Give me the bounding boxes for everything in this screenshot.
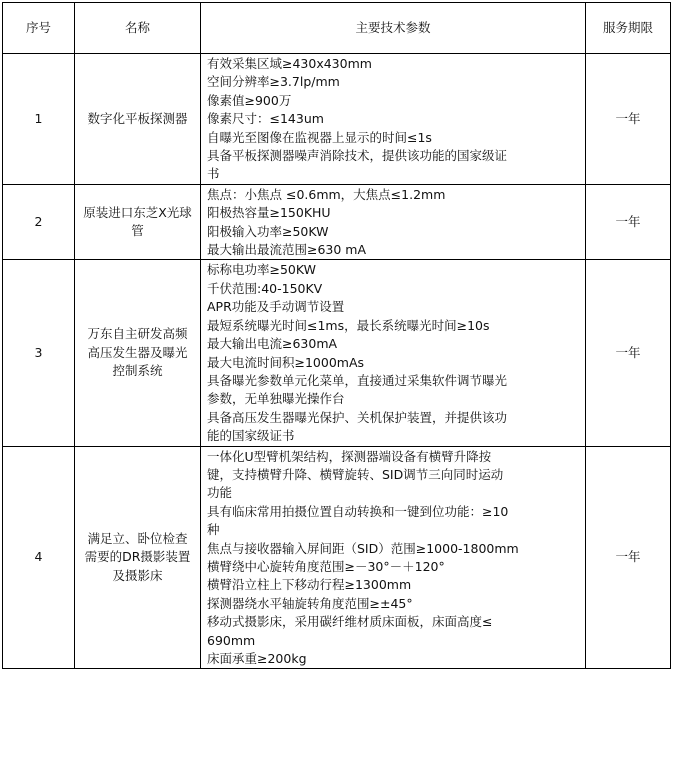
- item-name: 数字化平板探测器: [75, 54, 201, 185]
- param-line: 像素值≥900万: [207, 92, 292, 108]
- param-line: 自曝光至图像在监视器上显示的时间≤1s: [207, 129, 432, 145]
- param-line: 具备高压发生器曝光保护、关机保护装置，并提供该功: [207, 409, 508, 425]
- param-line: 探测器绕水平轴旋转角度范围≥±45°: [207, 595, 413, 611]
- row-number: 3: [3, 260, 75, 446]
- param-line: 焦点与接收器输入屏间距（SID）范围≥1000-1800mm: [207, 540, 519, 556]
- param-line: 千伏范围:40-150KV: [207, 280, 323, 296]
- param-line: 阳极输入功率≥50KW: [207, 223, 329, 239]
- param-line: 阳极热容量≥150KHU: [207, 205, 331, 221]
- param-line: APR功能及手动调节设置: [207, 299, 345, 315]
- header-params: 主要技术参数: [201, 3, 586, 54]
- param-line: 具备曝光参数单元化菜单，直接通过采集软件调节曝光: [207, 372, 508, 388]
- param-line: 书: [207, 166, 220, 182]
- technical-params: [201, 446, 586, 669]
- spec-table: [2, 2, 671, 669]
- header-name: 名称: [75, 3, 201, 54]
- row-number: 4: [3, 446, 75, 669]
- service-period: 一年: [586, 184, 671, 260]
- technical-params: [201, 184, 586, 260]
- param-line: 最短系统曝光时间≤1ms，最长系统曝光时间≥10s: [207, 317, 490, 333]
- param-line: 具有临床常用拍摄位置自动转换和一键到位功能：≥10: [207, 503, 509, 519]
- param-line: 空间分辨率≥3.7lp/mm: [207, 74, 340, 90]
- table-row: [3, 446, 671, 669]
- header-no: 序号: [3, 3, 75, 54]
- param-line: 能的国家级证书: [207, 428, 295, 444]
- param-line: 像素尺寸：≤143um: [207, 111, 324, 127]
- param-line: 功能: [207, 485, 233, 501]
- param-line: 有效采集区域≥430x430mm: [207, 56, 372, 71]
- param-line: 横臂沿立柱上下移动行程≥1300mm: [207, 577, 412, 593]
- service-period: 一年: [586, 446, 671, 669]
- header-row: [3, 3, 671, 54]
- param-line: 床面承重≥200kg: [207, 651, 307, 666]
- table-row: [3, 260, 671, 446]
- param-line: 种: [207, 522, 220, 538]
- param-line: 690mm: [207, 632, 256, 648]
- row-number: 1: [3, 54, 75, 185]
- table-row: [3, 184, 671, 260]
- param-line: 最大电流时间积≥1000mAs: [207, 354, 365, 370]
- param-line: 一体化U型臂机架结构，探测器端设备有横臂升降按: [207, 448, 492, 464]
- service-period: 一年: [586, 54, 671, 185]
- item-name: 原装进口东芝X光球管: [75, 184, 201, 260]
- param-line: 标称电功率≥50KW: [207, 262, 316, 278]
- param-line: 键，支持横臂升降、横臂旋转、SID调节三向同时运动: [207, 466, 504, 482]
- param-line: 最大输出最流范围≥630 mA: [207, 242, 367, 258]
- table-row: [3, 54, 671, 185]
- service-period: 一年: [586, 260, 671, 446]
- param-line: 参数，无单独曝光操作台: [207, 391, 345, 407]
- param-line: 最大输出电流≥630mA: [207, 336, 338, 352]
- param-line: 焦点：小焦点 ≤0.6mm，大焦点≤1.2mm: [207, 186, 446, 202]
- row-number: 2: [3, 184, 75, 260]
- technical-params: [201, 54, 586, 185]
- technical-params: [201, 260, 586, 446]
- item-name: 满足立、卧位检查需要的DR摄影装置及摄影床: [75, 446, 201, 669]
- param-line: 具备平板探测器噪声消除技术，提供该功能的国家级证: [207, 148, 508, 164]
- item-name: 万东自主研发高频高压发生器及曝光控制系统: [75, 260, 201, 446]
- param-line: 移动式摄影床，采用碳纤维材质床面板，床面高度≤: [207, 614, 493, 630]
- header-service: 服务期限: [586, 3, 671, 54]
- param-line: 横臂绕中心旋转角度范围≥－30°－＋120°: [207, 558, 445, 574]
